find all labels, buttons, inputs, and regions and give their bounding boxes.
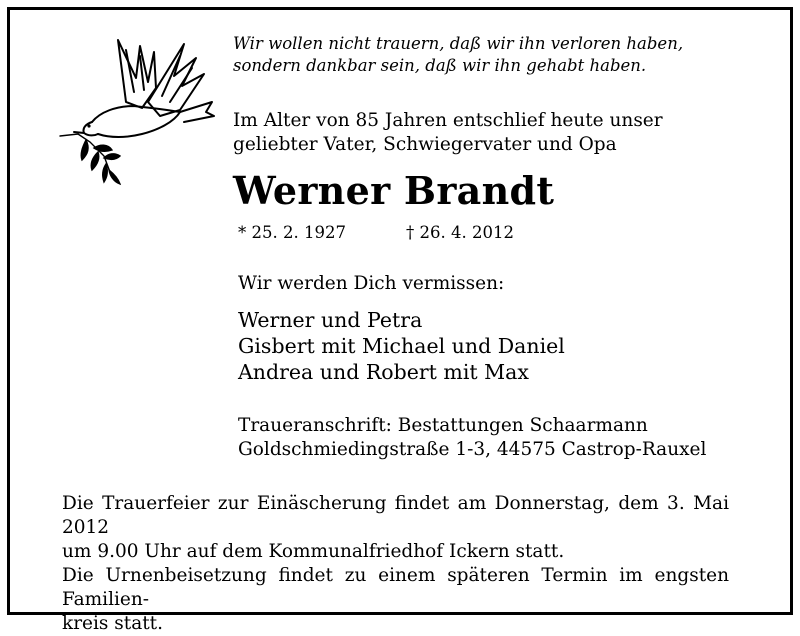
funeral-service-notice (62, 492, 729, 636)
service-line-1: Die Trauerfeier zur Einäscherung findet am Donnerstag, dem 3. Mai 2012 (62, 493, 729, 538)
motto-line-1: Wir wollen nicht trauern, daß wir ihn verloren haben, (233, 34, 684, 53)
mourning-address (238, 414, 706, 462)
dove-with-olive-branch-icon (56, 30, 216, 190)
mourner-line: Gisbert mit Michael und Daniel (238, 334, 565, 358)
address-line-1: Traueranschrift: Bestattungen Schaarmann (238, 415, 648, 436)
service-line-3: Die Urnenbeisetzung findet zu einem späteren Termin im engsten Familien- (62, 565, 729, 610)
mourner-line: Werner und Petra (238, 308, 423, 332)
motto-quote (233, 33, 773, 77)
service-line-2: um 9.00 Uhr auf dem Kommunalfriedhof Ickern statt. (62, 541, 565, 562)
mourners-list (238, 307, 565, 385)
mourner-line: Andrea und Robert mit Max (238, 360, 529, 384)
birth-date: * 25. 2. 1927 (238, 223, 346, 242)
motto-line-2: sondern dankbar sein, daß wir ihn gehabt haben. (233, 56, 647, 75)
address-line-2: Goldschmiedingstraße 1-3, 44575 Castrop-Rauxel (238, 439, 707, 460)
deceased-name: Werner Brandt (233, 168, 555, 213)
intro-line-2: geliebter Vater, Schwiegervater und Opa (233, 134, 617, 155)
mourners-heading: Wir werden Dich vermissen: (238, 273, 505, 294)
intro-text (233, 109, 663, 157)
death-date: † 26. 4. 2012 (406, 223, 514, 242)
intro-line-1: Im Alter von 85 Jahren entschlief heute unser (233, 110, 663, 131)
service-line-4: kreis statt. (62, 613, 164, 634)
